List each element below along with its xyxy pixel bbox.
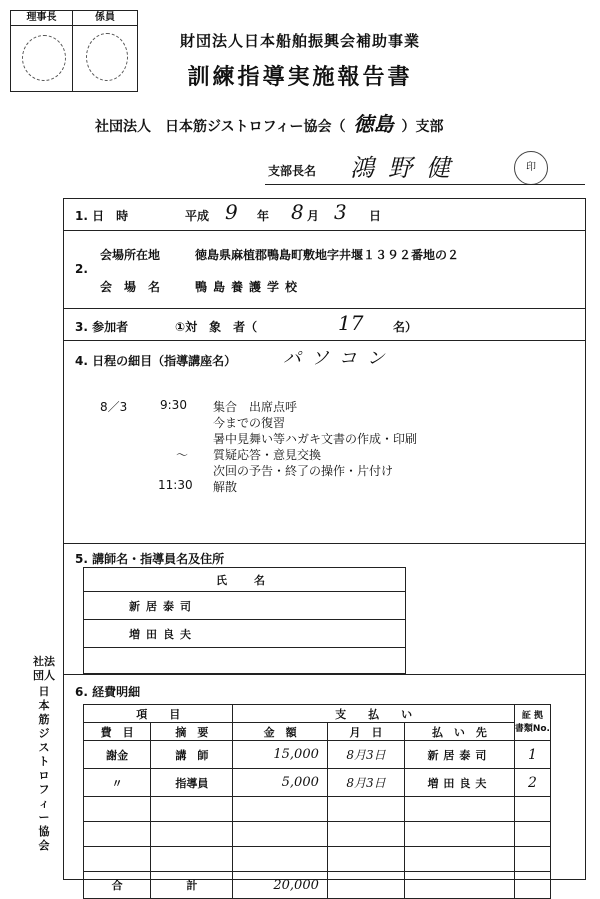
header-summary: 摘 要 [151, 723, 233, 741]
instructor-name [84, 648, 406, 674]
instructors-label: 5. 講師名・指導員名及住所 [75, 552, 225, 566]
year-unit: 年 [257, 209, 270, 223]
divider-3 [63, 340, 586, 341]
org-branch: 徳島 [353, 112, 394, 136]
row-category: 〃 [84, 769, 151, 797]
row-payee: 増田良夫 [405, 769, 515, 797]
instructor-name: 新居泰司 [84, 592, 406, 620]
schedule-item-3: 暑中見舞い等ハガキ文書の作成・印刷 [213, 432, 418, 446]
seal-header-staff: 係員 [73, 11, 137, 26]
schedule-tilde: 〜 [176, 448, 189, 462]
row-payee: 新居泰司 [405, 741, 515, 769]
row-category: 謝金 [84, 741, 151, 769]
divider-5 [63, 674, 586, 675]
month-unit: 月 [307, 209, 320, 223]
instructor-name: 増田良夫 [84, 620, 406, 648]
expense-table [83, 704, 551, 899]
organization-line [95, 108, 443, 137]
participant-unit: 名） [393, 320, 418, 334]
year-value: 9 [225, 200, 238, 224]
target-participants-label: ①対 象 者（ [175, 320, 258, 334]
chief-label: 支部長名 [268, 164, 317, 178]
schedule-item-5: 次回の予告・終了の操作・片付け [213, 464, 394, 478]
venue-name-value: 鴨島養護学校 [195, 280, 304, 294]
side-organization-label [26, 655, 62, 853]
venue-address-label: 会場所在地 [100, 248, 161, 262]
schedule-start-time: 9:30 [160, 398, 187, 412]
expense-row-empty [84, 797, 551, 822]
document-subtitle: 財団法人日本船舶振興会補助事業 [179, 32, 420, 50]
instructor-header: 氏 名 [84, 568, 406, 592]
schedule-date: 8／3 [100, 400, 128, 414]
date-label: 1. 日 時 [75, 209, 129, 223]
document-title: 訓練指導実施報告書 [187, 65, 413, 90]
instructor-table [83, 567, 406, 674]
day-value: 3 [334, 200, 347, 224]
header-proof: 証 拠 書類No. [514, 705, 550, 741]
participants-label: 3. 参加者 [75, 320, 129, 334]
divider-2 [63, 308, 586, 309]
row-amount: 5,000 [233, 769, 327, 797]
org-suffix: ）支部 [401, 119, 444, 135]
schedule-end-item: 解散 [213, 480, 238, 494]
chief-underline [265, 184, 585, 185]
era-label: 平成 [185, 209, 210, 223]
participant-count: 17 [338, 311, 364, 335]
total-label-2: 計 [151, 872, 233, 899]
schedule-end-time: 11:30 [158, 478, 193, 492]
schedule-item-1: 集合 出席点呼 [213, 400, 298, 414]
total-label-1: 合 [84, 872, 151, 899]
row-amount: 15,000 [233, 741, 327, 769]
month-value: 8 [291, 200, 304, 224]
total-amount: 20,000 [233, 872, 327, 899]
header-payee: 払 い 先 [405, 723, 515, 741]
row-proof: 2 [514, 769, 550, 797]
side-label-top: 社法 団人 [33, 655, 55, 682]
row-summary: 講 師 [151, 741, 233, 769]
venue-section-num: 2. [75, 262, 88, 276]
row-date: 8月3日 [327, 741, 404, 769]
course-name: パソコン [283, 348, 395, 369]
expense-row-empty [84, 847, 551, 872]
header-category: 費 目 [84, 723, 151, 741]
divider-4 [63, 543, 586, 544]
header-payment: 支 払 い [233, 705, 514, 723]
row-date: 8月3日 [327, 769, 404, 797]
expense-row [84, 769, 551, 797]
header-amount: 金 額 [233, 723, 327, 741]
row-summary: 指導員 [151, 769, 233, 797]
header-item: 項 目 [84, 705, 233, 723]
expenses-label: 6. 経費明細 [75, 685, 141, 699]
venue-address-value: 徳島県麻植郡鴨島町敷地字井堰１３９２番地の２ [195, 248, 460, 262]
side-label-vertical: 日本筋ジストロフィー協会 [38, 685, 50, 852]
org-prefix: 社団法人 日本筋ジストロフィー協会（ [95, 119, 346, 135]
row-proof: 1 [514, 741, 550, 769]
schedule-item-4: 質疑応答・意見交換 [213, 448, 322, 462]
divider-1 [63, 230, 586, 231]
schedule-label: 4. 日程の細目（指導講座名） [75, 354, 237, 368]
expense-row [84, 741, 551, 769]
chief-name: 鴻野健 [350, 154, 464, 182]
seal-header-chairman: 理事長 [11, 11, 72, 26]
expense-row-empty [84, 822, 551, 847]
day-unit: 日 [369, 209, 382, 223]
header-date: 月 日 [327, 723, 404, 741]
expense-total-row [84, 872, 551, 899]
venue-name-label: 会 場 名 [100, 280, 161, 294]
schedule-item-2: 今までの復習 [213, 416, 286, 430]
chief-seal: 印 [514, 151, 548, 185]
